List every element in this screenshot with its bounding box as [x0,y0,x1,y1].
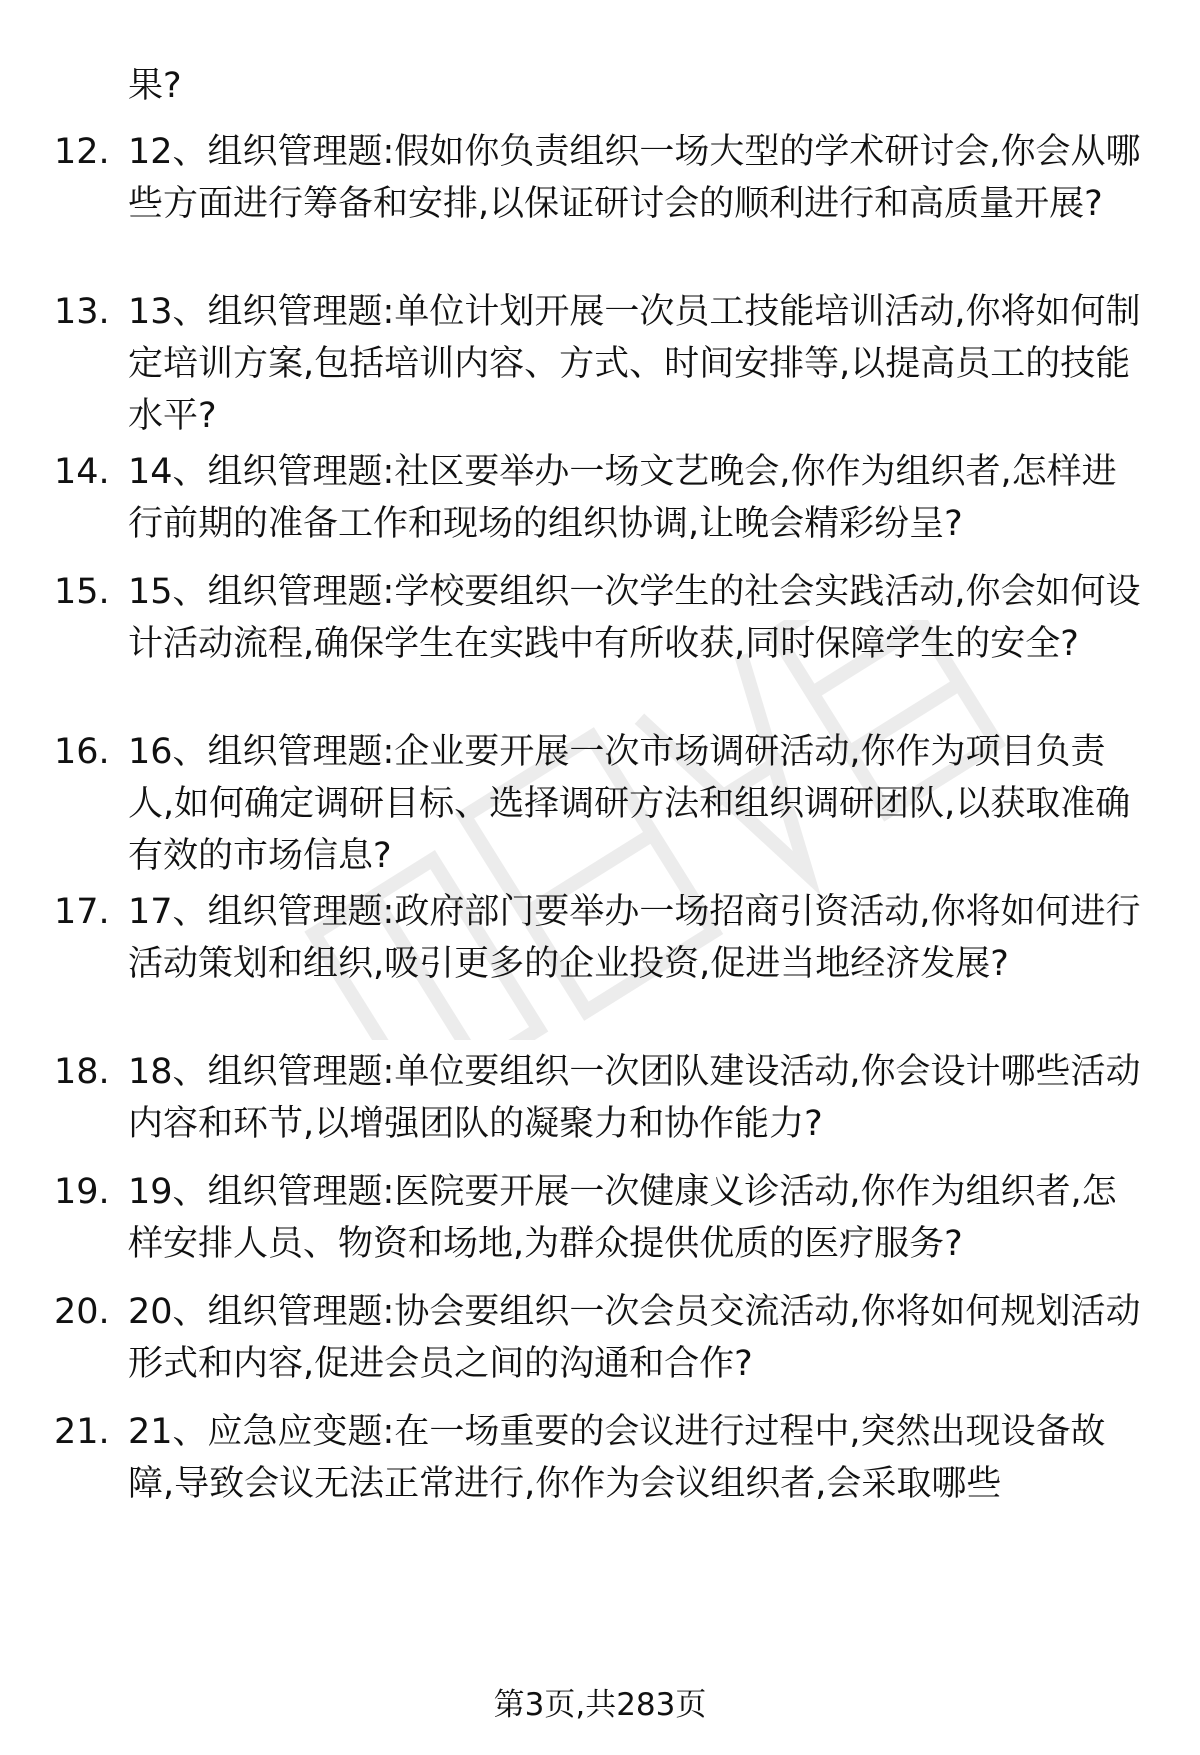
question-number: 20. [54,1292,110,1332]
question-text: 20、组织管理题:协会要组织一次会员交流活动,你将如何规划活动形式和内容,促进会员之间的沟通和合作? [128,1292,1141,1384]
question-number: 21. [54,1412,110,1452]
question-text: 13、组织管理题:单位计划开展一次员工技能培训活动,你将如何制定培训方案,包括培训内容、方式、时间安排等,以提高员工的技能水平? [128,292,1141,436]
page-footer: 第3页,共283页 [493,1687,707,1723]
question-text: 18、组织管理题:单位要组织一次团队建设活动,你会设计哪些活动内容和环节,以增强团队的凝聚力和协作能力? [128,1052,1141,1144]
question-number: 16. [54,732,110,772]
question-text: 16、组织管理题:企业要开展一次市场调研活动,你作为项目负责人,如何确定调研目标、选择调研方法和组织调研团队,以获取准确有效的市场信息? [128,732,1131,876]
question-text: 14、组织管理题:社区要举办一场文艺晚会,你作为组织者,怎样进行前期的准备工作和现场的组织协调,让晚会精彩纷呈? [128,452,1117,544]
question-text: 17、组织管理题:政府部门要举办一场招商引资活动,你将如何进行活动策划和组织,吸引更多的企业投资,促进当地经济发展? [128,892,1141,984]
continuation-text: 果? [128,66,182,106]
question-number: 14. [54,452,110,492]
question-number: 13. [54,292,110,332]
question-text: 12、组织管理题:假如你负责组织一场大型的学术研讨会,你会从哪些方面进行筹备和安排,以保证研讨会的顺利进行和高质量开展? [128,132,1141,224]
question-number: 18. [54,1052,110,1092]
question-number: 12. [54,132,110,172]
question-number: 19. [54,1172,110,1212]
question-number: 17. [54,892,110,932]
question-number: 15. [54,572,110,612]
question-text: 19、组织管理题:医院要开展一次健康义诊活动,你作为组织者,怎样安排人员、物资和场地,为群众提供优质的医疗服务? [128,1172,1117,1264]
question-text: 21、应急应变题:在一场重要的会议进行过程中,突然出现设备故障,导致会议无法正常进行,你作为会议组织者,会采取哪些 [128,1412,1106,1504]
question-text: 15、组织管理题:学校要组织一次学生的社会实践活动,你会如何设计活动流程,确保学生在实践中有所收获,同时保障学生的安全? [128,572,1141,664]
